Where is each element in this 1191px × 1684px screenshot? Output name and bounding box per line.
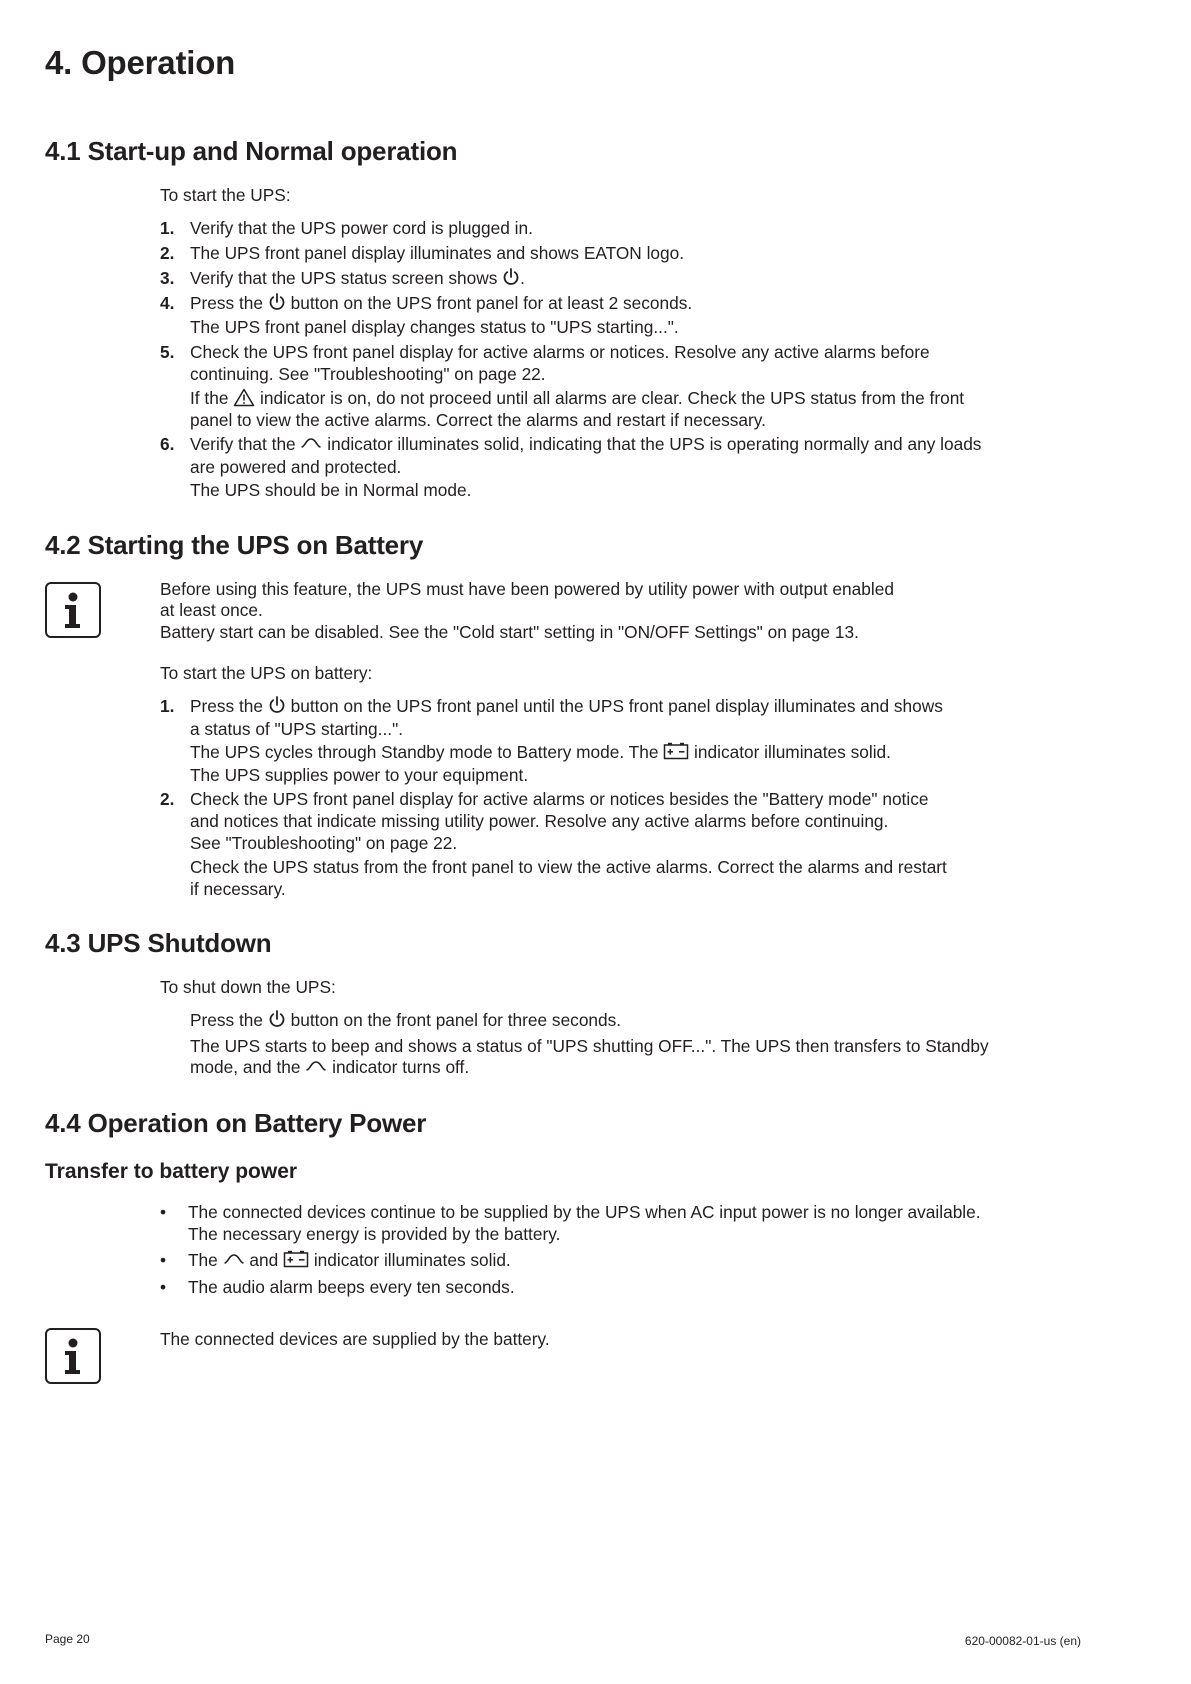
step-text-part: Press the: [190, 1010, 268, 1030]
bullet-text: The connected devices continue to be supplied by the UPS when AC input power is no longer available.: [188, 1202, 981, 1222]
intro-4-2: To start the UPS on battery:: [160, 663, 373, 683]
bullet-marker: •: [160, 1277, 167, 1297]
bullet-text-part: indicator illuminates solid.: [309, 1250, 511, 1270]
note-text: at least once.: [160, 600, 263, 620]
step-number: 6.: [160, 434, 175, 454]
page-number: Page 20: [45, 1632, 90, 1646]
step-text: See "Troubleshooting" on page 22.: [190, 833, 458, 853]
bullet-text-part: The: [188, 1250, 223, 1270]
info-icon: [45, 1328, 101, 1384]
step-text-part: button on the front panel for three seconds.: [285, 1010, 622, 1030]
bullet-text: The necessary energy is provided by the battery.: [188, 1224, 561, 1244]
step-text-part: .: [520, 268, 525, 288]
note-text: Battery start can be disabled. See the "Cold start" setting in "ON/OFF Settings" on page 13.: [160, 622, 859, 642]
step-text: [190, 292, 692, 314]
intro-4-3: To shut down the UPS:: [160, 977, 336, 997]
info-icon: [45, 582, 101, 638]
info-glyph: [47, 584, 99, 636]
step-text-part: button on the UPS front panel until the UPS front panel display illuminates and shows: [285, 696, 943, 716]
step-text-part: If the: [190, 388, 234, 408]
step-number: 2.: [160, 789, 175, 809]
step-number: 5.: [160, 342, 175, 362]
step-text-part: indicator illuminates solid.: [689, 742, 891, 762]
page-title: 4. Operation: [45, 44, 236, 81]
step-text-part: Verify that the: [190, 434, 301, 454]
section-heading-4-2: 4.2 Starting the UPS on Battery: [45, 530, 424, 560]
power-icon: [268, 695, 286, 715]
power-icon: [268, 1009, 286, 1029]
step-text-part: Press the: [190, 696, 268, 716]
step-text-part: indicator illuminates solid, indicating that the UPS is operating normally and any loads: [322, 434, 982, 454]
step-number: 2.: [160, 243, 175, 263]
step-text: panel to view the active alarms. Correct the alarms and restart if necessary.: [190, 410, 766, 430]
section-heading-4-3: 4.3 UPS Shutdown: [45, 928, 272, 958]
step-text-part: button on the UPS front panel for at least 2 seconds.: [285, 293, 693, 313]
step-text: The UPS front panel display illuminates and shows EATON logo.: [190, 243, 685, 263]
battery-icon: [663, 742, 689, 760]
step-number: 4.: [160, 293, 175, 313]
bullet-text: [188, 1249, 511, 1271]
step-text: [190, 267, 525, 289]
step-text-part: indicator is on, do not proceed until all alarms are clear. Check the UPS status from the front: [255, 388, 965, 408]
step-text: [190, 741, 891, 763]
bullet-marker: •: [160, 1250, 167, 1270]
note-text: Before using this feature, the UPS must have been powered by utility power with output enabled: [160, 579, 894, 599]
step-text: The UPS starts to beep and shows a status of "UPS shutting OFF...". The UPS then transfers to Standby: [190, 1036, 989, 1056]
bullet-marker: •: [160, 1202, 167, 1222]
bullet-text-part: and: [244, 1250, 284, 1270]
step-number: 1.: [160, 696, 175, 716]
power-icon: [502, 267, 520, 287]
section-heading-4-4: 4.4 Operation on Battery Power: [45, 1108, 427, 1138]
step-text-part: Press the: [190, 293, 268, 313]
step-text: if necessary.: [190, 879, 286, 899]
step-text: [190, 387, 964, 409]
step-text: The UPS supplies power to your equipment.: [190, 765, 529, 785]
sine-wave-icon: [223, 1252, 245, 1266]
sine-wave-icon: [305, 1059, 327, 1073]
step-text: Verify that the UPS power cord is plugged in.: [190, 218, 533, 238]
step-text: a status of "UPS starting...".: [190, 719, 404, 739]
step-text: [190, 695, 943, 717]
info-glyph: [47, 1330, 99, 1382]
intro-4-1: To start the UPS:: [160, 185, 291, 205]
step-text: The UPS should be in Normal mode.: [190, 480, 472, 500]
sine-wave-icon: [300, 436, 322, 450]
step-text-part: indicator turns off.: [327, 1057, 470, 1077]
note-text: The connected devices are supplied by the battery.: [160, 1329, 550, 1349]
step-text: [190, 1056, 469, 1078]
step-text: continuing. See "Troubleshooting" on page 22.: [190, 364, 546, 384]
document-id: 620-00082-01-us (en): [964, 1634, 1081, 1648]
step-text: Check the UPS status from the front panel to view the active alarms. Correct the alarms and restart: [190, 857, 947, 877]
section-heading-4-1: 4.1 Start-up and Normal operation: [45, 136, 458, 166]
step-number: 1.: [160, 218, 175, 238]
step-text: and notices that indicate missing utility power. Resolve any active alarms before continuing.: [190, 811, 889, 831]
warning-icon: [233, 388, 255, 407]
bullet-text: The audio alarm beeps every ten seconds.: [188, 1277, 515, 1297]
subheading: Transfer to battery power: [45, 1160, 298, 1183]
step-text: [190, 433, 981, 455]
step-text-part: The UPS cycles through Standby mode to Battery mode. The: [190, 742, 664, 762]
step-text: Check the UPS front panel display for active alarms or notices. Resolve any active alarms before: [190, 342, 930, 362]
battery-icon: [283, 1250, 309, 1268]
step-text-part: mode, and the: [190, 1057, 306, 1077]
step-text-part: Verify that the UPS status screen shows: [190, 268, 503, 288]
step-text: The UPS front panel display changes status to "UPS starting...".: [190, 317, 679, 337]
power-icon: [268, 292, 286, 312]
step-text: Check the UPS front panel display for active alarms or notices besides the "Battery mode" notice: [190, 789, 929, 809]
step-text: are powered and protected.: [190, 457, 402, 477]
step-number: 3.: [160, 268, 175, 288]
step-text: [190, 1009, 621, 1031]
